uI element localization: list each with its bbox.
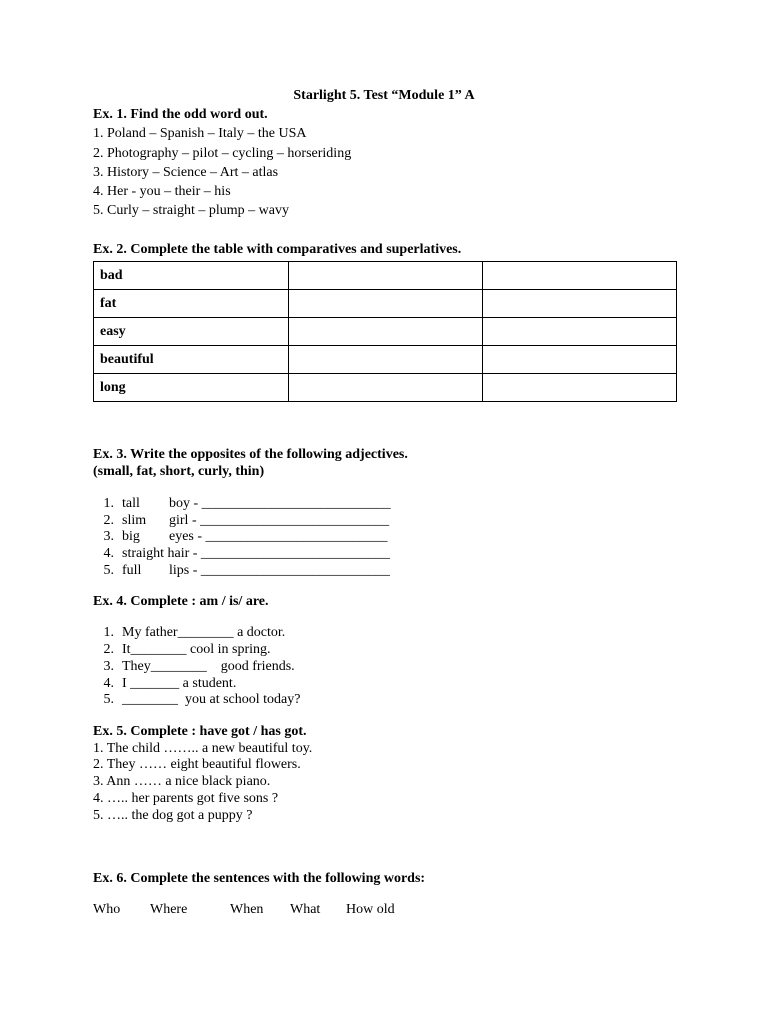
ex1-item: 5. Curly – straight – plump – wavy: [93, 203, 289, 218]
item-adjective: tall: [122, 496, 140, 511]
list-item: [90, 641, 271, 658]
ex1-item: 1. Poland – Spanish – Italy – the USA: [93, 126, 307, 141]
ex5-item[interactable]: 2. They …… eight beautiful flowers.: [93, 757, 301, 772]
item-adjective: big: [122, 529, 140, 544]
list-item: [90, 528, 388, 545]
ex5-item[interactable]: 5. ….. the dog got a puppy ?: [93, 808, 253, 823]
item-sentence[interactable]: It________ cool in spring.: [122, 642, 271, 657]
item-number: 4.: [103, 676, 114, 691]
table-cell-adjective: beautiful: [94, 346, 289, 374]
item-number: 3.: [103, 529, 114, 544]
list-item: [90, 675, 236, 692]
item-number: 4.: [103, 546, 114, 561]
table-row: [94, 290, 677, 318]
word-bank-item: Where: [150, 902, 188, 917]
item-number: 2.: [103, 513, 114, 528]
list-item: [90, 691, 300, 708]
item-sentence[interactable]: They________ good friends.: [122, 659, 295, 674]
item-sentence[interactable]: My father________ a doctor.: [122, 625, 286, 640]
item-blank[interactable]: straight hair - ___________________________: [122, 546, 390, 561]
ex3-heading: Ex. 3. Write the opposites of the following adjectives.: [93, 447, 408, 462]
item-sentence[interactable]: I _______ a student.: [122, 676, 237, 691]
item-sentence[interactable]: ________ you at school today?: [122, 692, 301, 707]
table-cell-superlative[interactable]: [483, 346, 677, 374]
ex1-item: 4. Her - you – their – his: [93, 184, 231, 199]
ex2-heading: Ex. 2. Complete the table with comparatives and superlatives.: [93, 242, 462, 257]
word-bank-item: What: [290, 902, 321, 917]
word-bank: [93, 901, 395, 918]
word-bank-item: How old: [346, 902, 395, 917]
table-cell-comparative[interactable]: [289, 374, 483, 402]
table-row: [94, 262, 677, 290]
table-cell-adjective: long: [94, 374, 289, 402]
table-row: [94, 346, 677, 374]
table-cell-adjective: fat: [94, 290, 289, 318]
item-number: 1.: [103, 625, 114, 640]
word-bank-item: When: [230, 902, 264, 917]
ex4-heading: Ex. 4. Complete : am / is/ are.: [93, 594, 269, 609]
table-cell-adjective: easy: [94, 318, 289, 346]
item-number: 1.: [103, 496, 114, 511]
table-cell-comparative[interactable]: [289, 262, 483, 290]
list-item: [90, 512, 389, 529]
item-adjective: full: [122, 563, 142, 578]
list-item: [90, 658, 295, 675]
item-blank[interactable]: girl - ___________________________: [169, 513, 390, 528]
ex5-heading: Ex. 5. Complete : have got / has got.: [93, 724, 307, 739]
ex5-item[interactable]: 4. ….. her parents got five sons ?: [93, 791, 279, 806]
table-cell-comparative[interactable]: [289, 290, 483, 318]
ex1-item: 2. Photography – pilot – cycling – horseriding: [93, 146, 352, 161]
list-item: [90, 495, 391, 512]
list-item: [90, 562, 390, 579]
list-item: [90, 624, 285, 641]
comparatives-table: [93, 261, 677, 402]
item-number: 5.: [103, 692, 114, 707]
item-blank[interactable]: boy - ___________________________: [169, 496, 391, 511]
ex5-item[interactable]: 3. Ann …… a nice black piano.: [93, 774, 271, 789]
item-adjective: slim: [122, 513, 147, 528]
ex5-item[interactable]: 1. The child …….. a new beautiful toy.: [93, 741, 313, 756]
list-item: [90, 545, 390, 562]
table-cell-adjective: bad: [94, 262, 289, 290]
table-cell-superlative[interactable]: [483, 374, 677, 402]
page-title: Starlight 5. Test “Module 1” A: [293, 88, 475, 103]
table-cell-superlative[interactable]: [483, 290, 677, 318]
ex6-heading: Ex. 6. Complete the sentences with the following words:: [93, 871, 426, 886]
ex3-subheading: (small, fat, short, curly, thin): [93, 464, 265, 479]
word-bank-item: Who: [93, 902, 121, 917]
ex1-heading: Ex. 1. Find the odd word out.: [93, 107, 268, 122]
table-cell-comparative[interactable]: [289, 318, 483, 346]
item-number: 2.: [103, 642, 114, 657]
item-number: 3.: [103, 659, 114, 674]
table-row: [94, 318, 677, 346]
table-cell-superlative[interactable]: [483, 262, 677, 290]
item-blank[interactable]: eyes - __________________________: [169, 529, 388, 544]
table-cell-superlative[interactable]: [483, 318, 677, 346]
ex1-item: 3. History – Science – Art – atlas: [93, 165, 279, 180]
item-blank[interactable]: lips - ___________________________: [169, 563, 390, 578]
item-number: 5.: [103, 563, 114, 578]
table-cell-comparative[interactable]: [289, 346, 483, 374]
table-row: [94, 374, 677, 402]
